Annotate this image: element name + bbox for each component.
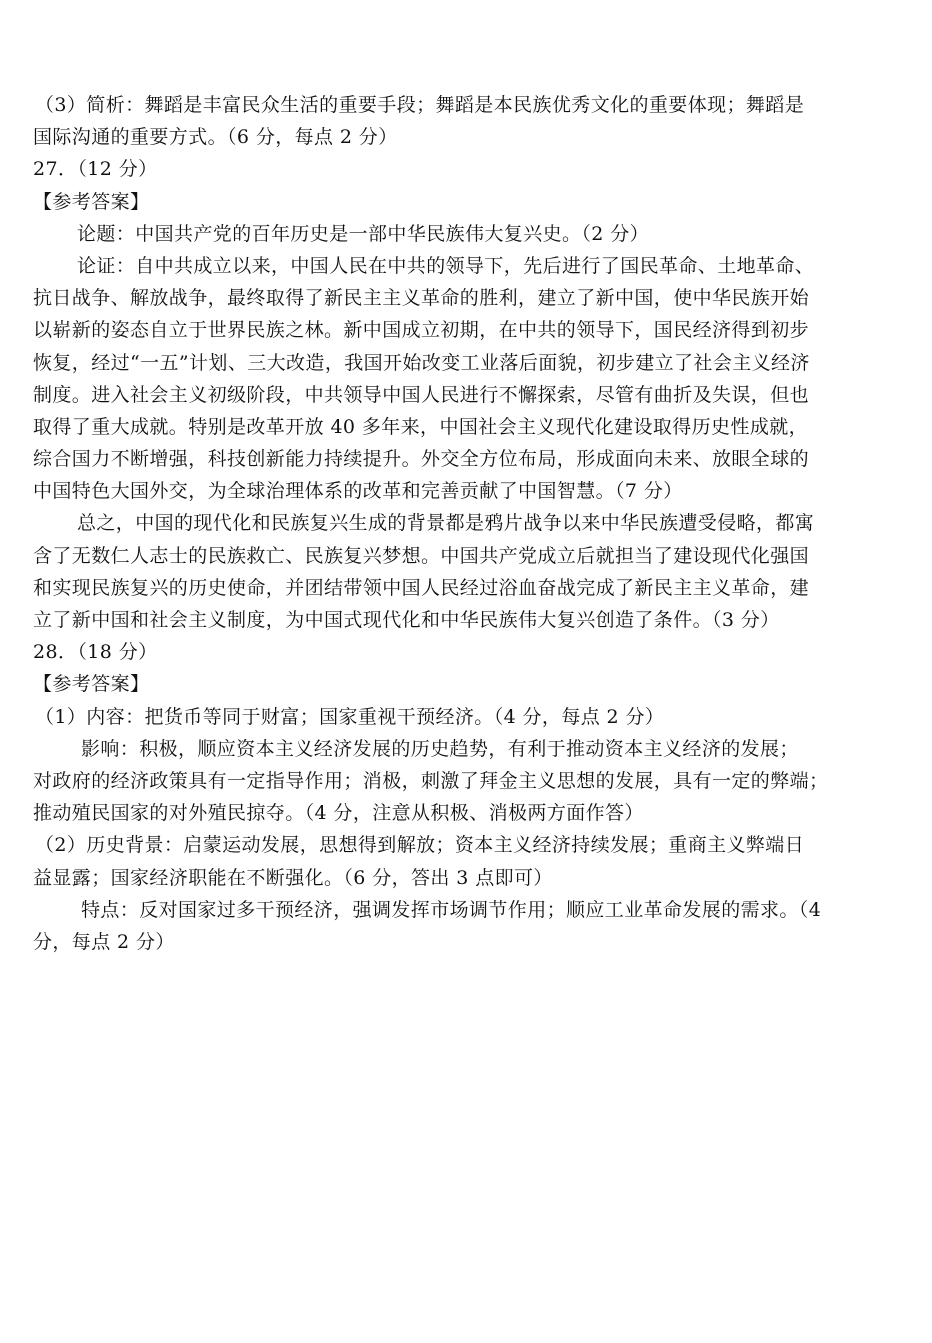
argument-line-2: 抗日战争、解放战争，最终取得了新民主主义革命的胜利，建立了新中国，使中华民族开始 (33, 287, 810, 310)
question-28-heading: 28．（18 分） (33, 641, 158, 664)
document-page (33, 89, 906, 958)
argument-line-7: 综合国力不断增强，科技创新能力持续提升。外交全方位布局，形成面向未来、放眼全球的 (33, 448, 810, 471)
answer-28-2-background-line-1: （2）历史背景：启蒙运动发展，思想得到解放；资本主义经济持续发展；重商主义弊端日 (35, 834, 805, 857)
answer-28-2-features-line-1: 特点：反对国家过多干预经济，强调发挥市场调节作用；顺应工业革命发展的需求。（4 (81, 898, 822, 921)
conclusion-line-2: 含了无数仁人志士的民族救亡、民族复兴梦想。中国共产党成立后就担当了建设现代化强国 (33, 544, 810, 567)
answer-28-2-features-line-2: 分，每点 2 分） (33, 930, 175, 953)
answer-3-analysis-line-2: 国际沟通的重要方式。（6 分，每点 2 分） (33, 126, 398, 149)
argument-line-1: 论证：自中共成立以来，中国人民在中共的领导下，先后进行了国民革命、土地革命、 (77, 254, 815, 277)
argument-line-8: 中国特色大国外交，为全球治理体系的改革和完善贡献了中国智慧。（7 分） (33, 480, 683, 503)
argument-line-3: 以崭新的姿态自立于世界民族之林。新中国成立初期，在中共的领导下，国民经济得到初步 (33, 319, 810, 342)
answer-28-2-background-line-2: 益显露；国家经济职能在不断强化。（6 分，答出 3 点即可） (33, 866, 553, 889)
argument-line-6: 取得了重大成就。特别是改革开放 40 多年来，中国社会主义现代化建设取得历史性成就， (33, 415, 809, 438)
answer-28-1-content: （1）内容：把货币等同于财富；国家重视干预经济。（4 分，每点 2 分） (35, 705, 665, 728)
answer-3-analysis-line-1: （3）简析：舞蹈是丰富民众生活的重要手段；舞蹈是本民族优秀文化的重要体现；舞蹈是 (35, 94, 805, 116)
answer-28-1-impact-line-2: 对政府的经济政策具有一定指导作用；消极，刺激了拜金主义思想的发展，具有一定的弊端； (33, 769, 829, 792)
reference-answer-label-27: 【参考答案】 (33, 190, 150, 213)
conclusion-line-4: 立了新中国和社会主义制度，为中国式现代化和中华民族伟大复兴创造了条件。（3 分） (33, 609, 780, 631)
answer-28-1-impact-line-3: 推动殖民国家的对外殖民掠夺。（4 分，注意从积极、消极两方面作答） (33, 802, 644, 825)
conclusion-line-3: 和实现民族复兴的历史使命，并团结带领中国人民经过浴血奋战完成了新民主主义革命，建 (33, 576, 810, 599)
reference-answer-label-28: 【参考答案】 (33, 673, 150, 696)
answer-28-1-impact-line-1: 影响：积极，顺应资本主义经济发展的历史趋势，有利于推动资本主义经济的发展； (81, 737, 799, 760)
question-27-heading: 27．（12 分） (33, 158, 158, 181)
conclusion-line-1: 总之，中国的现代化和民族复兴生成的背景都是鸦片战争以来中华民族遭受侵略，都寓 (77, 512, 815, 535)
argument-line-4: 恢复，经过“一五”计划、三大改造，我国开始改变工业落后面貌，初步建立了社会主义经济 (33, 351, 810, 374)
thesis-paragraph: 论题：中国共产党的百年历史是一部中华民族伟大复兴史。（2 分） (77, 222, 650, 245)
argument-line-5: 制度。进入社会主义初级阶段，中共领导中国人民进行不懈探索，尽管有曲折及失误，但也 (33, 383, 810, 406)
